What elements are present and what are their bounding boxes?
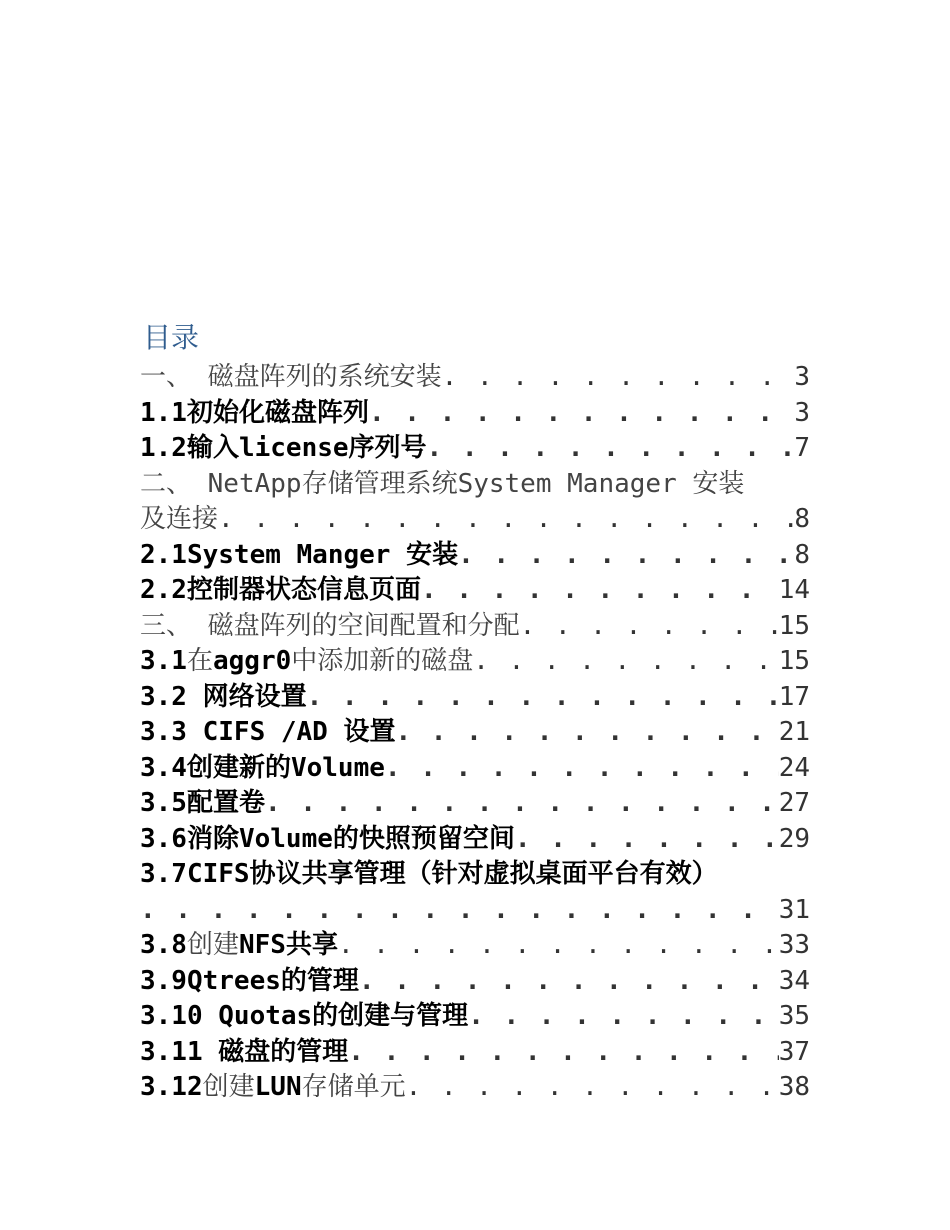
toc-page-number: 33 (778, 930, 810, 960)
toc-page-number: 8 (794, 539, 810, 570)
toc-page-number: 37 (778, 1036, 810, 1067)
dot-leader (473, 644, 778, 680)
toc-page-number: 7 (794, 433, 810, 463)
toc-entry[interactable] (140, 822, 810, 858)
toc-entry[interactable] (140, 680, 810, 716)
toc-entry[interactable] (140, 857, 810, 928)
toc-page-number: 27 (778, 788, 810, 818)
dot-leader (348, 1035, 778, 1071)
dot-leader (421, 573, 779, 609)
toc-entry-text: 3.5配置卷 (140, 788, 265, 818)
toc-entry[interactable] (140, 999, 810, 1035)
dot-leader (265, 786, 779, 822)
dot-leader (338, 928, 779, 964)
dot-leader (458, 538, 794, 574)
toc-page-number: 24 (778, 752, 810, 783)
toc-page-number: 35 (778, 1001, 810, 1031)
toc-entry-text: 3.9Qtrees的管理 (140, 965, 359, 996)
dot-leader (515, 822, 779, 858)
dot-leader (406, 1070, 779, 1106)
toc-entry[interactable] (140, 431, 810, 467)
toc-entry-text: 一、 磁盘阵列的系统安装 (140, 362, 442, 392)
toc-entry-text: 3.11 磁盘的管理 (140, 1036, 349, 1067)
toc-entry[interactable] (140, 1035, 810, 1071)
toc-page-number: 31 (778, 894, 810, 925)
toc-entry[interactable] (140, 786, 810, 822)
toc-page-number: 3 (794, 362, 810, 392)
toc-entry[interactable] (140, 538, 810, 574)
toc-entry-text: 3.2 网络设置 (140, 681, 307, 712)
toc-entry[interactable] (140, 751, 810, 787)
toc-page-number: 38 (778, 1072, 810, 1102)
dot-leader (369, 396, 794, 432)
toc-page-number: 15 (778, 610, 810, 641)
toc-title: 目录 (143, 321, 200, 354)
toc-page-number: 15 (778, 646, 810, 676)
toc-entry-text: 3.8创建NFS共享 (140, 930, 338, 960)
toc-entry[interactable] (140, 1070, 810, 1106)
dot-leader (427, 431, 795, 467)
table-of-contents (140, 318, 810, 1106)
toc-entry[interactable] (140, 715, 810, 751)
toc-entry-text: 1.1初始化磁盘阵列 (140, 397, 369, 428)
toc-page-number: 3 (794, 397, 810, 428)
toc-page-number: 14 (778, 575, 810, 605)
toc-page-number: 21 (778, 717, 810, 747)
toc-entry-text: 2.2控制器状态信息页面 (140, 575, 421, 605)
dot-leader (307, 680, 779, 716)
toc-entry[interactable] (140, 644, 810, 680)
toc-page-number: 34 (778, 965, 810, 996)
dot-leader (359, 964, 779, 1000)
toc-page-number: 17 (778, 681, 810, 712)
toc-page-number: 29 (778, 823, 810, 854)
toc-entry[interactable] (140, 396, 810, 432)
toc-entry-text: 3.6消除Volume的快照预留空间 (140, 823, 515, 854)
toc-entry-text: 3.7CIFS协议共享管理（针对虚拟桌面平台有效） (140, 859, 718, 889)
dot-leader (140, 893, 779, 929)
toc-entry-text: 3.12创建LUN存储单元 (140, 1072, 406, 1102)
toc-entry[interactable] (140, 609, 810, 645)
toc-entry-text-continued: 及连接 (140, 504, 219, 534)
toc-entry-text: 3.3 CIFS /AD 设置 (140, 717, 396, 747)
toc-entry[interactable] (140, 928, 810, 964)
dot-leader (468, 999, 779, 1035)
toc-entry[interactable] (140, 467, 810, 538)
dot-leader (396, 715, 779, 751)
toc-entry-text: 3.4创建新的Volume (140, 752, 385, 783)
toc-entry-text: 2.1System Manger 安装 (140, 539, 459, 570)
toc-entry-text: 3.1在aggr0中添加新的磁盘 (140, 646, 474, 676)
toc-entry[interactable] (140, 360, 810, 396)
toc-entry-text: 三、 磁盘阵列的空间配置和分配 (140, 610, 520, 641)
toc-entry-text: 1.2输入license序列号 (140, 433, 427, 463)
toc-entry-text: 二、 NetApp存储管理系统System Manager 安装 (140, 468, 745, 499)
toc-page-number: 8 (794, 504, 810, 534)
toc-entry[interactable] (140, 573, 810, 609)
dot-leader (218, 502, 794, 538)
toc-entry[interactable] (140, 964, 810, 1000)
dot-leader (442, 360, 795, 396)
dot-leader (385, 751, 779, 787)
dot-leader (520, 609, 779, 645)
toc-entry-text: 3.10 Quotas的创建与管理 (140, 1001, 469, 1031)
